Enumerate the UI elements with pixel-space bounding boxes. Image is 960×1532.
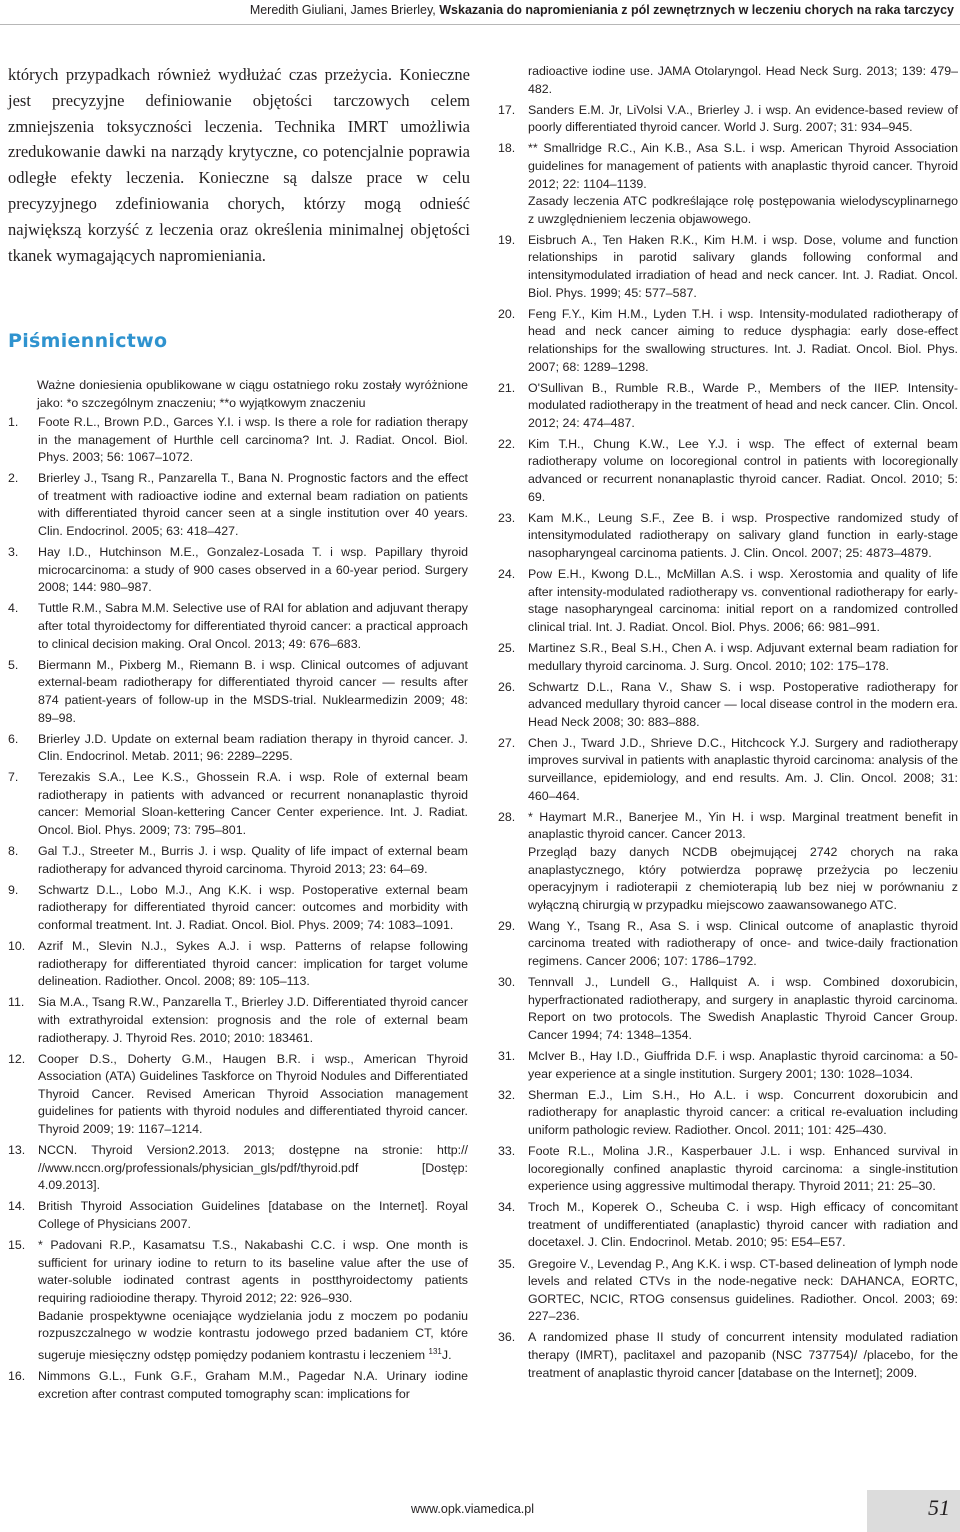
reference-number: 27. <box>498 735 516 750</box>
reference-item <box>8 1051 468 1139</box>
reference-text: Hay I.D., Hutchinson M.E., Gonzalez-Losada T. i wsp. Papillary thyroid microcarcinoma: a study of 900 cases observed in a 60-year period. Surgery 2008; 144: 980–987. <box>38 545 468 595</box>
reference-item <box>8 1142 468 1195</box>
reference-annotation-text: Badanie prospektywne oceniające wydzielania jodu z moczem po podaniu rozpuszczalnego w wodzie kontrastu jodowego przed badaniem CT, które sugeruje miesięczny odstęp pomiędzy podaniem kontrastu i leczeniem <box>38 1308 468 1362</box>
reference-number: 12. <box>8 1051 26 1066</box>
reference-item <box>8 769 468 839</box>
isotope-symbol: J. <box>441 1347 452 1362</box>
reference-text: Pow E.H., Kwong D.L., McMillan A.S. i wsp. Xerostomia and quality of life after intensity-modulated radiotherapy vs. conventional radiotherapy for early-stage nasopharyngeal carcinoma: initial report on a randomized controlled clinical trial. Int. J. Radiat. Oncol. Biol. Phys. 2006; 66: 981–991. <box>528 567 958 634</box>
reference-text: Schwartz D.L., Rana V., Shaw S. i wsp. Postoperative radiotherapy for advanced medullary thyroid cancer — local disease control in the modern era. Head Neck 2008; 30: 883–888. <box>528 679 958 729</box>
reference-number: 32. <box>498 1087 516 1102</box>
reference-text: Kim T.H., Chung K.W., Lee Y.J. i wsp. The effect of external beam radiotherapy volume on locoregional control in patients with locoregionally advanced or recurrent nonanaplastic thyroid cancer. Radiat. Oncol. 2010; 5: 69. <box>528 436 958 504</box>
reference-number: 2. <box>8 471 19 486</box>
running-header <box>0 0 954 22</box>
reference-item <box>498 1087 958 1140</box>
reference-item <box>8 414 468 467</box>
reference-text: Biermann M., Pixberg M., Riemann B. i wsp. Clinical outcomes of adjuvant external-beam radiotherapy for differentiated thyroid cancer — results after 874 patient-years of follow-up in the MSDS-trial. Nuklearmedizin 2009; 48: 89–98. <box>38 657 468 725</box>
reference-text: Chen J., Tward J.D., Shrieve D.C., Hitchcock Y.J. Surgery and radiotherapy improves survival in patients with anaplastic thyroid carcinoma: analysis of the surveillance, epidemiology, and end results. Am. J. Clin. Oncol. 2008; 31: 460–464. <box>528 735 958 803</box>
reference-number: 7. <box>8 770 19 785</box>
reference-text: Terezakis S.A., Lee K.S., Ghossein R.A. i wsp. Role of external beam radiotherapy in patients with advanced or recurrent nonanaplastic thyroid cancer: Memorial Sloan-kettering Cancer Center experience. Int. J. Radiat. Oncol. Biol. Phys. 2009; 73: 795–801. <box>38 770 468 838</box>
reference-text: Sherman E.J., Lim S.H., Ho A.L. i wsp. Concurrent doxorubicin and radiotherapy for anaplastic thyroid cancer: a critical re-evaluation including uniform pathologic review. Radiother. Oncol. 2011; 101: 425–430. <box>528 1087 958 1137</box>
reference-text: Schwartz D.L., Lobo M.J., Ang K.K. i wsp. Postoperative external beam radiotherapy for differentiated thyroid cancer: outcomes and morbidity with conformal treatment. Int. J. Radiat. Oncol. Biol. Phys. 2009; 74: 1083–1091. <box>38 882 468 933</box>
reference-item <box>498 510 958 563</box>
reference-number: 33. <box>498 1143 516 1158</box>
reference-text: Martinez S.R., Beal S.H., Chen A. i wsp. Adjuvant external beam radiation for medullary thyroid carcinoma. J. Surg. Oncol. 2010; 102: 175–178. <box>528 640 958 673</box>
reference-item <box>498 679 958 732</box>
reference-item <box>8 882 468 935</box>
reference-number: 35. <box>498 1256 516 1271</box>
reference-item <box>8 1368 468 1403</box>
reference-item <box>498 436 958 506</box>
reference-text: Nimmons G.L., Funk G.F., Graham M.M., Pagedar N.A. Urinary iodine excretion after contrast computed tomography scan: implications for <box>38 1368 468 1401</box>
reference-number: 9. <box>8 882 19 897</box>
reference-annotation-text: Zasady leczenia ATC podkreślające rolę postępowania wielodyscyplinarnego z uwzględnieniem leczenia objawowego. <box>528 194 958 226</box>
reference-number: 31. <box>498 1048 516 1063</box>
reference-text: O'Sullivan B., Rumble R.B., Warde P., Members of the IIEP. Intensity-modulated radiotherapy in the treatment of head and neck cancer. Clin. Oncol. 2012; 24: 474–487. <box>528 380 958 430</box>
reference-text: Foote R.L., Brown P.D., Garces Y.I. i wsp. Is there a role for radiation therapy in the management of Hurthle cell carcinoma? Int. J. Radiat. Oncol. Biol. Phys. 2003; 56: 1067–1072. <box>38 415 468 465</box>
reference-item <box>498 974 958 1044</box>
reference-item <box>498 232 958 302</box>
reference-item <box>8 938 468 991</box>
reference-number: 19. <box>498 232 516 247</box>
header-authors: Meredith Giuliani, James Brierley, <box>249 3 436 17</box>
reference-continuation: radioactive iodine use. JAMA Otolaryngol. Head Neck Surg. 2013; 139: 479–482. <box>528 64 958 96</box>
reference-annotation <box>528 193 958 228</box>
reference-item <box>8 544 468 597</box>
reference-item <box>498 1048 958 1083</box>
reference-item <box>8 994 468 1047</box>
page-number: 51 <box>928 1495 950 1520</box>
reference-number: 15. <box>8 1238 26 1253</box>
reference-number: 30. <box>498 975 516 990</box>
header-title: Wskazania do napromieniania z pól zewnętrznych w leczeniu chorych na raka tarczycy <box>439 3 954 17</box>
reference-number: 26. <box>498 679 516 694</box>
reference-number: 8. <box>8 844 19 859</box>
reference-item <box>498 1199 958 1252</box>
reference-item <box>8 731 468 766</box>
reference-number: 17. <box>498 102 516 117</box>
reference-item <box>8 600 468 653</box>
reference-text: A randomized phase II study of concurrent intensity modulated radiation therapy (IMRT), paclitaxel and pazopanib (NSC 737754)/ /placebo, for the treatment of anaplastic thyroid cancer [database on the Internet]; 2009. <box>528 1330 958 1380</box>
reference-text: Sanders E.M. Jr, LiVolsi V.A., Brierley J. i wsp. An evidence-based review of poorly differentiated thyroid cancer. World J. Surg. 2007; 31: 934–945. <box>528 102 958 135</box>
references-note: Ważne doniesienia opublikowane w ciągu ostatniego roku zostały wyróżnione jako: *o szczególnym znaczeniu; **o wyjątkowym znaczeniu <box>37 378 468 410</box>
reference-item <box>498 1329 958 1382</box>
reference-text: Eisbruch A., Ten Haken R.K., Kim H.M. i wsp. Dose, volume and function relationships in parotid salivary glands following conformal and intensitymodulated irradiation of head and neck cancer. Int. J. Radiat. Oncol. Biol. Phys. 1999; 45: 577–587. <box>528 232 958 300</box>
reference-item <box>498 918 958 971</box>
references-heading: Piśmiennictwo <box>8 330 168 352</box>
reference-item <box>8 657 468 727</box>
reference-text: Sia M.A., Tsang R.W., Panzarella T., Brierley J.D. Differentiated thyroid cancer with extrathyroidal extension: prognosis and the role of external beam radiotherapy. J. Thyroid Res. 2010; 2010: 183461. <box>38 995 468 1045</box>
reference-annotation <box>38 1308 468 1365</box>
reference-item <box>498 102 958 137</box>
reference-item <box>498 1256 958 1326</box>
reference-number: 6. <box>8 731 19 746</box>
reference-number: 10. <box>8 939 26 954</box>
reference-text: * Padovani R.P., Kasamatsu T.S., Nakabashi C.C. i wsp. One month is sufficient for urinary iodine to return to its baseline value after the use of water-soluble iodinated contrast agents in postthyroidectomy patients requiring radioiodine therapy. Thyroid 2012; 22: 926–930. <box>38 1238 468 1305</box>
reference-item <box>498 640 958 675</box>
reference-item <box>498 140 958 228</box>
reference-text: NCCN. Thyroid Version2.2013. 2013; dostępne na stronie: http:// //www.nccn.org/professionals/physician_gls/pdf/thyroid.pdf [Dostęp: 4.09.2013]. <box>38 1143 468 1193</box>
reference-number: 20. <box>498 306 516 321</box>
reference-text: ** Smallridge R.C., Ain K.B., Asa S.L. i wsp. American Thyroid Association guidelines for management of patients with anaplastic thyroid cancer. Thyroid 2012; 22: 1104–1139. <box>528 141 958 191</box>
reference-item <box>498 1143 958 1196</box>
reference-item <box>498 735 958 805</box>
references-list-right-items <box>498 102 958 1382</box>
reference-number: 13. <box>8 1143 26 1158</box>
reference-text: Feng F.Y., Kim H.M., Lyden T.H. i wsp. Intensity-modulated radiotherapy of head and neck cancer aiming to reduce dysphagia: early dose-effect relationships for the swallowing structures. Int. J. Radiat. Oncol. Biol. Phys. 2007; 68: 1289–1298. <box>528 306 958 374</box>
page-number-box <box>867 1490 960 1532</box>
reference-text: McIver B., Hay I.D., Giuffrida D.F. i wsp. Anaplastic thyroid carcinoma: a 50-year experience at a single institution. Surgery 2001; 130: 1028–1034. <box>528 1048 958 1081</box>
reference-text: British Thyroid Association Guidelines [database on the Internet]. Royal College of Physicians 2007. <box>38 1199 468 1232</box>
reference-text: Tennvall J., Lundell G., Hallquist A. i wsp. Combined doxorubicin, hyperfractionated radiotherapy, and surgery in anaplastic thyroid carcinoma. Report on two protocols. The Swedish Anaplastic Thyroid Cancer Group. Cancer 1994; 74: 1348–1354. <box>528 975 958 1042</box>
header-divider <box>0 24 960 25</box>
reference-number: 18. <box>498 141 516 156</box>
body-paragraph: których przypadkach również wydłużać czas przeżycia. Konieczne jest precyzyjne definiowanie objętości tarczowych celem zmniejszenia toksyczności leczenia. Technika IMRT umożliwia zredukowanie dawki na narządy krytyczne, co potencjalnie poprawia odległe efekty leczenia. Konieczne są dalsze prace w celu precyzyjnego zdefiniowania chorych, którzy mogą odnieść największą korzyść z leczenia oraz określenia minimalnej objętości tkanek wymagających napromieniania. <box>8 65 470 265</box>
reference-text: Kam M.K., Leung S.F., Zee B. i wsp. Prospective randomized study of intensitymodulated radiotherapy on salivary gland function in early-stage nasopharyngeal carcinoma patients. J. Clin. Oncol. 2007; 25: 4873–4879. <box>528 510 958 560</box>
reference-number: 14. <box>8 1199 26 1214</box>
reference-number: 34. <box>498 1200 516 1215</box>
reference-number: 36. <box>498 1330 516 1345</box>
reference-item <box>8 1198 468 1233</box>
reference-number: 4. <box>8 601 19 616</box>
reference-number: 23. <box>498 510 516 525</box>
reference-number: 24. <box>498 567 516 582</box>
reference-item <box>8 1237 468 1364</box>
reference-text: Azrif M., Slevin N.J., Sykes A.J. i wsp. Patterns of relapse following radiotherapy for differentiated thyroid cancer: implication for target volume delineation. Radiother. Oncol. 2008; 89: 105–113. <box>38 939 468 989</box>
reference-annotation <box>528 844 958 914</box>
reference-item <box>8 843 468 878</box>
reference-number: 29. <box>498 918 516 933</box>
reference-item <box>8 470 468 540</box>
reference-number: 21. <box>498 380 516 395</box>
reference-text: Cooper D.S., Doherty G.M., Haugen B.R. i wsp., American Thyroid Association (ATA) Guidelines Taskforce on Thyroid Nodules and Differentiated Thyroid Cancer. Revised American Thyroid Association management guidelines for patients with thyroid nodules and differentiated thyroid cancer. Thyroid 2009; 19: 1167–1214. <box>38 1051 468 1137</box>
reference-number: 22. <box>498 436 516 451</box>
reference-text: Wang Y., Tsang R., Asa S. i wsp. Clinical outcome of anaplastic thyroid carcinoma treated with radiotherapy of once- and twice-daily fractionation regimens. Cancer 2006; 107: 1786–1792. <box>528 918 958 968</box>
reference-text: Gal T.J., Streeter M., Burris J. i wsp. Quality of life impact of external beam radiotherapy for advanced thyroid carcinoma. Thyroid 2013; 23: 64–69. <box>38 844 468 876</box>
reference-text: Tuttle R.M., Sabra M.M. Selective use of RAI for ablation and adjuvant therapy after total thyroidectomy for differentiated thyroid cancer: a practical approach to clinical decision making. Oral Oncol. 2013; 49: 676–683. <box>38 601 468 651</box>
reference-text: Brierley J., Tsang R., Panzarella T., Bana N. Prognostic factors and the effect of treatment with radioactive iodine and external beam radiation on patients with differentiated thyroid cancer seen at a single institution over 40 years. Clin. Endocrinol. 2005; 63: 418–427. <box>38 471 468 539</box>
reference-number: 16. <box>8 1368 26 1383</box>
reference-number: 11. <box>8 995 25 1010</box>
reference-text: Foote R.L., Molina J.R., Kasperbauer J.L. i wsp. Enhanced survival in locoregionally confined anaplastic thyroid carcinoma: a single-institution experience using aggressive multimodal therapy. Thyroid 2011; 21: 25–30. <box>528 1143 958 1194</box>
reference-text: Brierley J.D. Update on external beam radiation therapy in thyroid cancer. J. Clin. Endocrinol. Metab. 2011; 96: 2289–2295. <box>38 731 468 764</box>
reference-item <box>498 380 958 433</box>
references-list-right <box>498 63 958 1386</box>
references-list-left <box>8 414 468 1407</box>
reference-number: 28. <box>498 809 516 824</box>
reference-number: 3. <box>8 545 19 560</box>
footer-url[interactable]: www.opk.viamedica.pl <box>411 1502 534 1516</box>
reference-text: Troch M., Koperek O., Scheuba C. i wsp. High efficacy of concomitant treatment of undifferentiated (anaplastic) thyroid cancer with radiation and docetaxel. J. Clin. Endocrinol. Metab. 2010; 95: E54–E57. <box>528 1200 958 1250</box>
reference-number: 25. <box>498 640 516 655</box>
reference-item <box>498 306 958 376</box>
isotope-superscript: 131 <box>428 1346 442 1356</box>
reference-text: Gregoire V., Levendag P., Ang K.K. i wsp. CT-based delineation of lymph node levels and related CTVs in the node-negative neck: DAHANCA, EORTC, GORTEC, NCIC, RTOG consensus guidelines. Radiother. Oncol. 2003; 69: 227–236. <box>528 1256 958 1324</box>
reference-number: 5. <box>8 657 19 672</box>
reference-item <box>498 809 958 915</box>
reference-item <box>498 566 958 636</box>
reference-number: 1. <box>8 415 19 429</box>
reference-annotation-text: Przegląd bazy danych NCDB obejmującej 2742 chorych na raka anaplastycznego, który potwierdza poprawę przeżycia po leczeniu operacyjnym i radioterapii z chemioterapią lub bez niej w porównaniu z wyłączną chirurgią w przypadku miejscowo zaawansowanego ATC. <box>528 844 958 912</box>
reference-text: * Haymart M.R., Banerjee M., Yin H. i wsp. Marginal treatment benefit in anaplastic thyroid cancer. Cancer 2013. <box>528 809 958 842</box>
